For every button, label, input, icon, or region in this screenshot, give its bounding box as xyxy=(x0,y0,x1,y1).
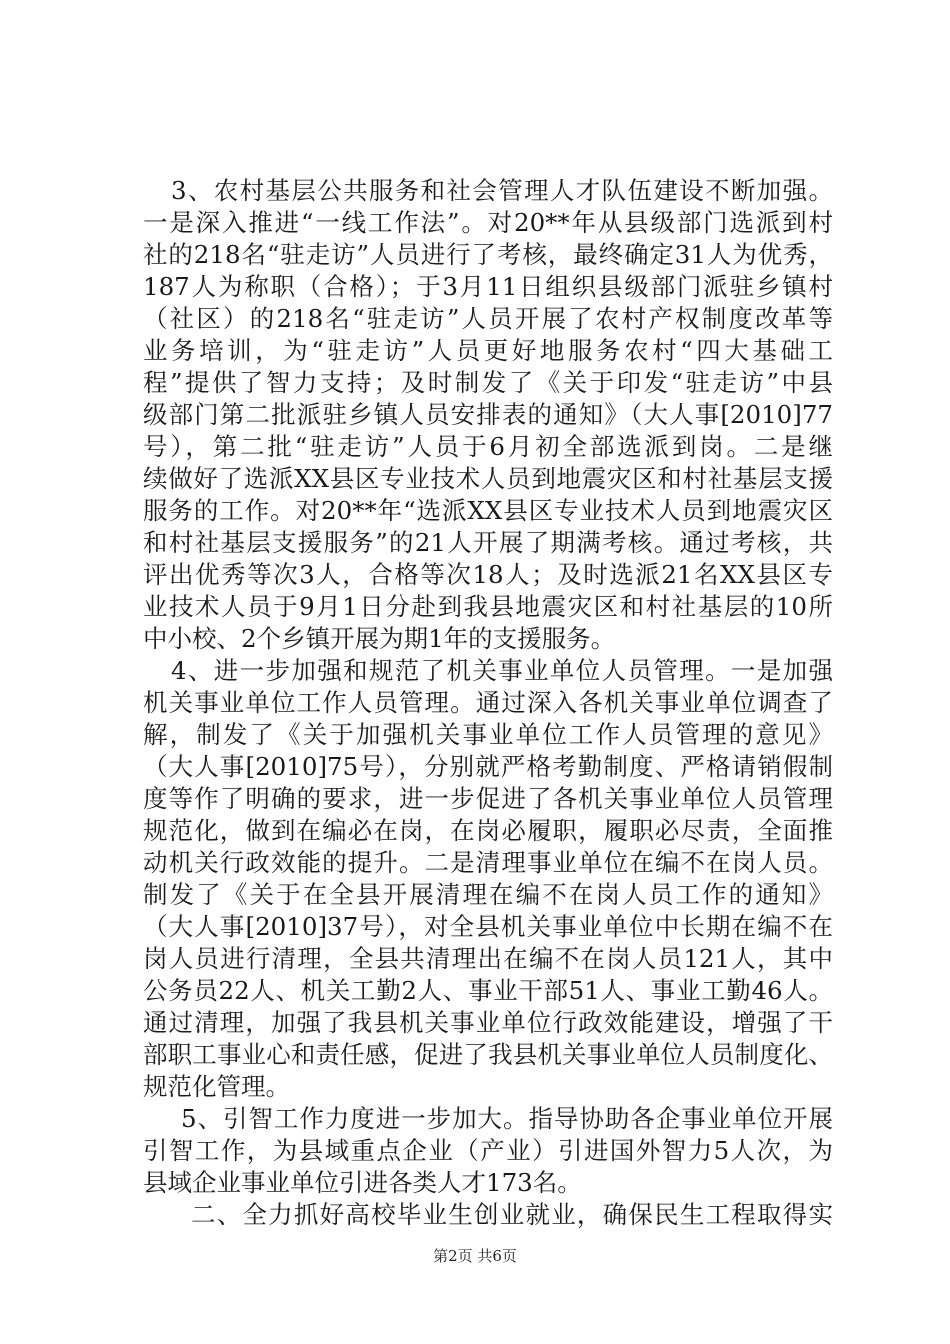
text-line: 业技术人员于9月1日分赴到我县地震灾区和村社基层的10所 xyxy=(143,592,833,621)
text-line: 解，制发了《关于加强机关事业单位工作人员管理的意见》 xyxy=(143,720,833,749)
text-line: 度等作了明确的要求，进一步促进了各机关事业单位人员管理 xyxy=(143,784,833,813)
text-line: （大人事[2010]75号），分别就严格考勤制度、严格请销假制 xyxy=(143,752,833,781)
text-line: 机关事业单位工作人员管理。通过深入各机关事业单位调查了 xyxy=(143,688,833,717)
text-line: 5、引智工作力度进一步加大。指导协助各企事业单位开展 xyxy=(181,1104,833,1133)
text-line: 社的218名“驻走访”人员进行了考核，最终确定31人为优秀， xyxy=(143,240,833,269)
text-line: 评出优秀等次3人，合格等次18人；及时选派21名XX县区专 xyxy=(143,560,833,589)
text-line: （社区）的218名“驻走访”人员开展了农村产权制度改革等 xyxy=(143,304,833,333)
text-line: 和村社基层支援服务”的21人开展了期满考核。通过考核，共 xyxy=(143,528,833,557)
text-line: 续做好了选派XX县区专业技术人员到地震灾区和村社基层支援 xyxy=(143,464,833,493)
text-line: 4、进一步加强和规范了机关事业单位人员管理。一是加强 xyxy=(171,656,833,685)
text-line: 规范化管理。 xyxy=(143,1072,290,1101)
text-line: 3、农村基层公共服务和社会管理人才队伍建设不断加强。 xyxy=(171,176,833,205)
text-line: 动机关行政效能的提升。二是清理事业单位在编不在岗人员。 xyxy=(143,848,833,877)
text-line: 号），第二批“驻走访”人员于6月初全部选派到岗。二是继 xyxy=(143,432,833,461)
text-line: 公务员22人、机关工勤2人、事业干部51人、事业工勤46人。 xyxy=(143,976,833,1005)
text-line: 部职工事业心和责任感，促进了我县机关事业单位人员制度化、 xyxy=(143,1040,833,1069)
text-line: 程”提供了智力支持；及时制发了《关于印发“驻走访”中县 xyxy=(143,368,833,397)
text-line: 引智工作，为县域重点企业（产业）引进国外智力5人次，为 xyxy=(143,1136,833,1165)
text-line: （大人事[2010]37号），对全县机关事业单位中长期在编不在 xyxy=(143,912,833,941)
text-line: 规范化，做到在编必在岗，在岗必履职，履职必尽责，全面推 xyxy=(143,816,833,845)
text-line: 县域企业事业单位引进各类人才173名。 xyxy=(143,1168,582,1197)
document-body xyxy=(143,175,833,1231)
text-line: 服务的工作。对20**年“选派XX县区专业技术人员到地震灾区 xyxy=(143,496,833,525)
page-number: 第2页 共6页 xyxy=(433,1247,517,1265)
text-line: 一是深入推进“一线工作法”。对20**年从县级部门选派到村 xyxy=(143,208,833,237)
text-line: 通过清理，加强了我县机关事业单位行政效能建设，增强了干 xyxy=(143,1008,833,1037)
text-line: 级部门第二批派驻乡镇人员安排表的通知》（大人事[2010]77 xyxy=(143,400,833,429)
text-line: 中小校、2个乡镇开展为期1年的支援服务。 xyxy=(143,624,616,653)
text-line: 业务培训，为“驻走访”人员更好地服务农村“四大基础工 xyxy=(143,336,833,365)
text-line: 二、全力抓好高校毕业生创业就业，确保民生工程取得实 xyxy=(191,1200,833,1229)
text-line: 187人为称职（合格）；于3月11日组织县级部门派驻乡镇村 xyxy=(143,272,833,301)
text-line: 岗人员进行清理，全县共清理出在编不在岗人员121人，其中 xyxy=(143,944,833,973)
text-line: 制发了《关于在全县开展清理在编不在岗人员工作的通知》 xyxy=(143,880,833,909)
